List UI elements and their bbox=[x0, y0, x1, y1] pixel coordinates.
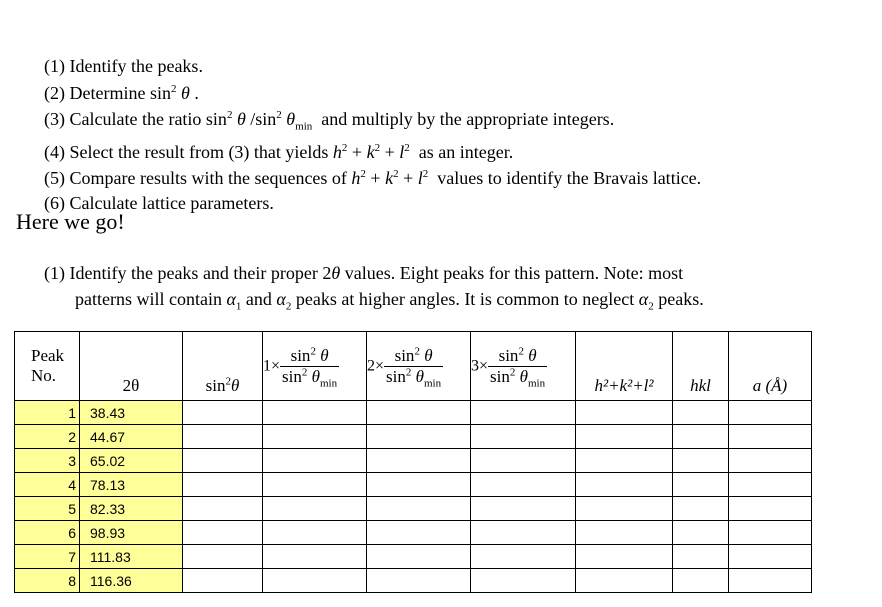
hkl-sum-cell[interactable] bbox=[576, 449, 673, 473]
ratio-1x-cell[interactable] bbox=[263, 545, 367, 569]
hkl-sum-cell[interactable] bbox=[576, 569, 673, 593]
two-theta-value: 82.33 bbox=[80, 497, 183, 521]
ratio-2x-cell[interactable] bbox=[367, 401, 471, 425]
peak-number: 7 bbox=[15, 545, 80, 569]
hkl-cell[interactable] bbox=[673, 569, 729, 593]
peak-number: 4 bbox=[15, 473, 80, 497]
table-row bbox=[15, 497, 812, 521]
hkl-cell[interactable] bbox=[673, 449, 729, 473]
ratio-2x-cell[interactable] bbox=[367, 425, 471, 449]
sin2-cell[interactable] bbox=[183, 545, 263, 569]
header-two-theta: 2θ bbox=[80, 332, 183, 401]
step-1: (1) Identify the peaks. bbox=[44, 56, 203, 76]
step-2: (2) Determine $\sin^2 \theta$ . bbox=[44, 82, 199, 103]
table-row bbox=[15, 473, 812, 497]
two-theta-value: 116.36 bbox=[80, 569, 183, 593]
hkl-sum-cell[interactable] bbox=[576, 545, 673, 569]
ratio-1x-cell[interactable] bbox=[263, 521, 367, 545]
table-row bbox=[15, 545, 812, 569]
lattice-a-cell[interactable] bbox=[729, 401, 812, 425]
ratio-1x-cell[interactable] bbox=[263, 569, 367, 593]
two-theta-value: 111.83 bbox=[80, 545, 183, 569]
two-theta-value: 98.93 bbox=[80, 521, 183, 545]
ratio-3x-cell[interactable] bbox=[471, 401, 576, 425]
hkl-cell[interactable] bbox=[673, 497, 729, 521]
ratio-2x-cell[interactable] bbox=[367, 521, 471, 545]
header-hkl: hkl bbox=[673, 332, 729, 401]
hkl-sum-cell[interactable] bbox=[576, 521, 673, 545]
header-peak-no: Peak No. bbox=[15, 332, 80, 401]
table-row bbox=[15, 449, 812, 473]
header-ratio-2x: 2× $\frac{\sin^2 \theta}{\sin^2 \theta_{min}}$ bbox=[367, 332, 471, 401]
table-row bbox=[15, 425, 812, 449]
header-hkl-sum: h²+k²+l² bbox=[576, 332, 673, 401]
table-row bbox=[15, 569, 812, 593]
ratio-1x-cell[interactable] bbox=[263, 425, 367, 449]
hkl-cell[interactable] bbox=[673, 473, 729, 497]
hkl-cell[interactable] bbox=[673, 401, 729, 425]
ratio-2x-cell[interactable] bbox=[367, 497, 471, 521]
peak-number: 6 bbox=[15, 521, 80, 545]
sin2-cell[interactable] bbox=[183, 401, 263, 425]
lattice-a-cell[interactable] bbox=[729, 545, 812, 569]
header-lattice-a: a (Å) bbox=[729, 332, 812, 401]
ratio-3x-cell[interactable] bbox=[471, 449, 576, 473]
peak-number: 5 bbox=[15, 497, 80, 521]
ratio-3x-cell[interactable] bbox=[471, 521, 576, 545]
step-6: (6) Calculate lattice parameters. bbox=[44, 192, 274, 213]
peak-number: 2 bbox=[15, 425, 80, 449]
lattice-a-cell[interactable] bbox=[729, 497, 812, 521]
ratio-3x-cell[interactable] bbox=[471, 569, 576, 593]
header-ratio-1x: 1× $\frac{\sin^2 \theta}{\sin^2 \theta_{min}}$ bbox=[263, 332, 367, 401]
two-theta-value: 65.02 bbox=[80, 449, 183, 473]
hkl-cell[interactable] bbox=[673, 545, 729, 569]
sin2-cell[interactable] bbox=[183, 425, 263, 449]
step-5: (5) Compare results with the sequences of $h^2 + k^2 + l^2$ values to identify the Bravais lattice. bbox=[44, 168, 702, 188]
ratio-3x-cell[interactable] bbox=[471, 425, 576, 449]
sin2-cell[interactable] bbox=[183, 473, 263, 497]
sin2-cell[interactable] bbox=[183, 449, 263, 473]
section-1-line-1: (1) Identify the peaks and their proper 2θ values. Eight peaks for this pattern. Note: most bbox=[44, 263, 684, 283]
step-3: (3) Calculate the ratio $\sin^2 \theta$ $/\sin^2$ $\theta_{min}$ and multiply by the appropriate integers. bbox=[44, 109, 615, 133]
section-1-text bbox=[44, 260, 704, 312]
table-row bbox=[15, 521, 812, 545]
peak-number: 3 bbox=[15, 449, 80, 473]
ratio-2x-cell[interactable] bbox=[367, 545, 471, 569]
two-theta-value: 78.13 bbox=[80, 473, 183, 497]
hkl-sum-cell[interactable] bbox=[576, 473, 673, 497]
peak-number: 1 bbox=[15, 401, 80, 425]
lattice-a-cell[interactable] bbox=[729, 521, 812, 545]
diffraction-table bbox=[14, 331, 812, 593]
ratio-2x-cell[interactable] bbox=[367, 473, 471, 497]
hkl-sum-cell[interactable] bbox=[576, 401, 673, 425]
ratio-1x-cell[interactable] bbox=[263, 401, 367, 425]
table-row bbox=[15, 401, 812, 425]
table-header-row bbox=[15, 332, 812, 401]
lattice-a-cell[interactable] bbox=[729, 473, 812, 497]
ratio-3x-cell[interactable] bbox=[471, 545, 576, 569]
hkl-cell[interactable] bbox=[673, 521, 729, 545]
header-sin2-theta: $\sin^2\theta$ bbox=[183, 332, 263, 401]
header-ratio-3x: 3× $\frac{\sin^2 \theta}{\sin^2 \theta_{min}}$ bbox=[471, 332, 576, 401]
ratio-1x-cell[interactable] bbox=[263, 497, 367, 521]
ratio-1x-cell[interactable] bbox=[263, 449, 367, 473]
procedure-steps bbox=[44, 53, 701, 215]
intro-heading: Here we go! bbox=[16, 209, 125, 234]
sin2-cell[interactable] bbox=[183, 521, 263, 545]
hkl-cell[interactable] bbox=[673, 425, 729, 449]
ratio-2x-cell[interactable] bbox=[367, 569, 471, 593]
ratio-1x-cell[interactable] bbox=[263, 473, 367, 497]
lattice-a-cell[interactable] bbox=[729, 425, 812, 449]
step-4: (4) Select the result from (3) that yields $h^2 + k^2 + l^2$ as an integer. bbox=[44, 141, 514, 162]
hkl-sum-cell[interactable] bbox=[576, 497, 673, 521]
two-theta-value: 38.43 bbox=[80, 401, 183, 425]
lattice-a-cell[interactable] bbox=[729, 449, 812, 473]
two-theta-value: 44.67 bbox=[80, 425, 183, 449]
peak-number: 8 bbox=[15, 569, 80, 593]
ratio-3x-cell[interactable] bbox=[471, 473, 576, 497]
sin2-cell[interactable] bbox=[183, 497, 263, 521]
ratio-2x-cell[interactable] bbox=[367, 449, 471, 473]
lattice-a-cell[interactable] bbox=[729, 569, 812, 593]
hkl-sum-cell[interactable] bbox=[576, 425, 673, 449]
ratio-3x-cell[interactable] bbox=[471, 497, 576, 521]
section-1-line-2: patterns will contain $\alpha_1$ and $\alpha_2$ peaks at higher angles. It is common to neglect $\alpha_2$ peaks. bbox=[75, 289, 704, 313]
sin2-cell[interactable] bbox=[183, 569, 263, 593]
